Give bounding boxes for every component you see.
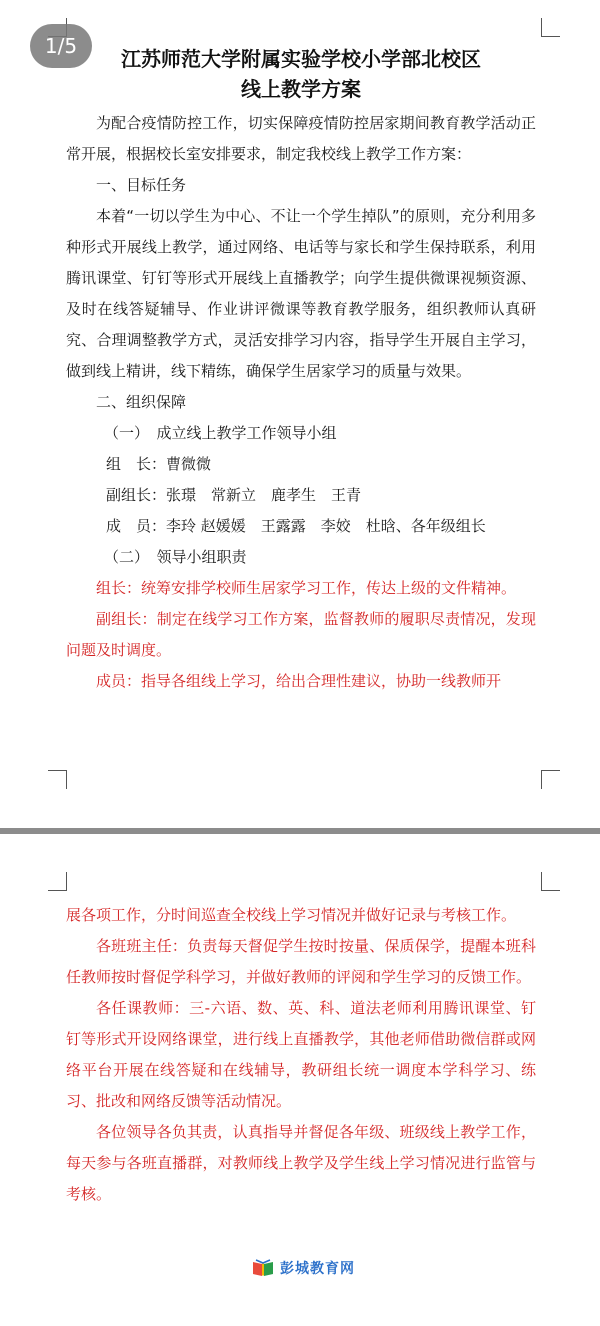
crop-mark-top-right xyxy=(541,872,560,891)
section-1-heading: 一、目标任务 xyxy=(96,176,187,194)
intro-paragraph: 为配合疫情防控工作，切实保障疫情防控居家期间教育教学活动正常开展，根据校长室安排要求，制定我校线上教学工作方案： xyxy=(66,114,536,163)
section-1-body: 本着“一切以学生为中心、不让一个学生掉队”的原则，充分利用多种形式开展线上教学，通过网络、电话等与家长和学生保持联系，利用腾讯课堂、钉钉等形式开展线上直播教学；向学生提供微课视频资源、及时在线答疑辅导、作业讲评微课等教育教学服务，组织教师认真研究、合理调整教学方式，灵活安排学习内容，指导学生开展自主学习，做到线上精讲，线下精练，确保学生居家学习的质量与效果。 xyxy=(66,207,536,380)
duty-all-leaders: 各位领导各负其责，认真指导并督促各年级、班级线上教学工作，每天参与各班直播群，对教师线上教学及学生线上学习情况进行监管与考核。 xyxy=(66,1123,536,1203)
section-2-heading: 二、组织保障 xyxy=(96,393,187,411)
crop-mark-bottom-left xyxy=(48,770,67,789)
duty-members-part-2: 展各项工作，分时间巡查全校线上学习情况并做好记录与考核工作。 xyxy=(66,906,517,924)
page-1-content xyxy=(66,44,536,697)
document-page-2 xyxy=(0,834,600,1326)
duty-class-teacher: 各班班主任：负责每天督促学生按时按量、保质保学，提醒本班科任教师按时督促学科学习，并做好教师的评阅和学生学习的反馈工作。 xyxy=(66,937,536,986)
members-line: 成 员：李玲 赵媛媛 王露露 李姣 杜晗、各年级组长 xyxy=(106,517,486,535)
subsection-2-heading: （二） 领导小组职责 xyxy=(104,548,247,566)
duty-deputy-leader: 副组长：制定在线学习工作方案，监督教师的履职尽责情况，发现问题及时调度。 xyxy=(66,610,536,659)
page-2-content xyxy=(66,900,536,1210)
duty-leader: 组长：统筹安排学校师生居家学习工作，传达上级的文件精神。 xyxy=(96,579,517,597)
duty-members-part-1: 成员：指导各组线上学习，给出合理性建议，协助一线教师开 xyxy=(96,672,502,690)
crop-mark-bottom-right xyxy=(541,770,560,789)
page-indicator[interactable]: 1/5 xyxy=(30,24,92,68)
duty-subject-teacher: 各任课教师：三-六语、数、英、科、道法老师利用腾讯课堂、钉钉等形式开设网络课堂，进行线上直播教学，其他老师借助微信群或网络平台开展在线答疑和在线辅导，教研组长统一调度本学科学习、练习、批改和网络反馈等活动情况。 xyxy=(66,999,536,1110)
open-book-icon xyxy=(252,1259,274,1277)
document-title-line-2: 线上教学方案 xyxy=(241,77,361,101)
subsection-1-heading: （一） 成立线上教学工作领导小组 xyxy=(104,424,337,442)
leader-line: 组 长：曹微微 xyxy=(106,455,212,473)
crop-mark-top-left xyxy=(48,872,67,891)
watermark-text: 彭城教育网 xyxy=(280,1261,355,1277)
crop-mark-top-right xyxy=(541,18,560,37)
document-title-line-1: 江苏师范大学附属实验学校小学部北校区 xyxy=(121,47,481,71)
watermark-logo xyxy=(252,1258,355,1278)
deputy-leaders-line: 副组长：张璟 常新立 鹿孝生 王青 xyxy=(106,486,362,504)
